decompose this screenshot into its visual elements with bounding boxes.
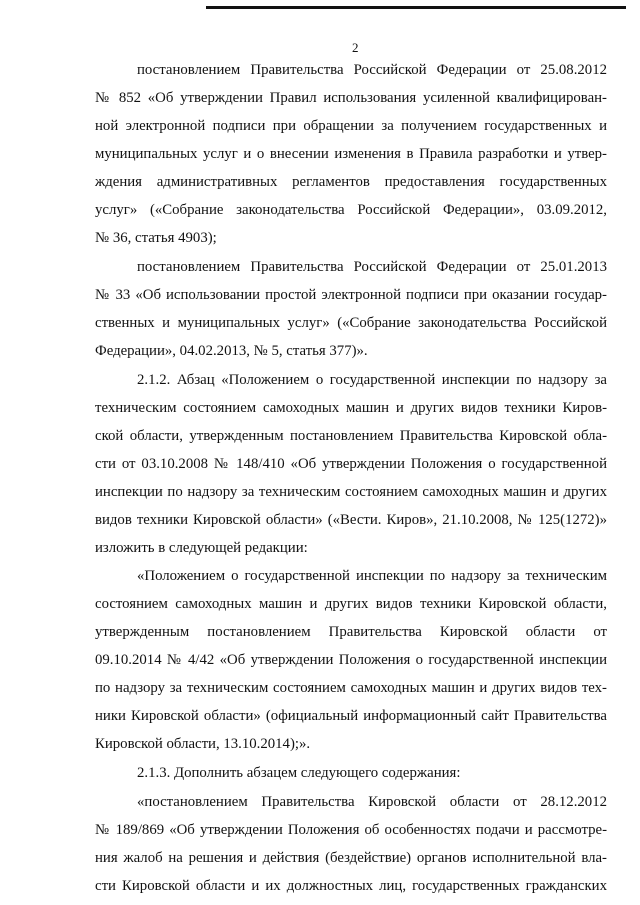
text-line: 2.1.2. Абзац «Положением о государственной инспекции по надзору за: [137, 372, 607, 388]
text-line: «Положением о государственной инспекции по надзору за техническим: [137, 568, 607, 584]
text-line: ния жалоб на решения и действия (бездействие) органов исполнительной вла-: [95, 850, 607, 866]
text-line: сти от 03.10.2008 № 148/410 «Об утверждении Положения о государственной: [95, 456, 607, 472]
text-line: № 852 «Об утверждении Правил использования усиленной квалифицирован-: [95, 90, 607, 106]
text-line: ственных и муниципальных услуг» («Собрание законодательства Российской: [95, 315, 607, 331]
text-line: ждения административных регламентов предоставления государственных: [95, 174, 607, 190]
text-line: ной электронной подписи при обращении за получением государственных и: [95, 118, 607, 134]
text-line: 09.10.2014 № 4/42 «Об утверждении Положения о государственной инспекции: [95, 652, 607, 668]
text-line: видов техники Кировской области» («Вести. Киров», 21.10.2008, № 125(1272)»: [95, 512, 607, 528]
text-line: постановлением Правительства Российской Федерации от 25.01.2013: [137, 259, 607, 275]
text-line: № 189/869 «Об утверждении Положения об особенностях подачи и рассмотре-: [95, 822, 607, 838]
text-line: «постановлением Правительства Кировской области от 28.12.2012: [137, 794, 607, 810]
text-line: инспекции по надзору за техническим состоянием самоходных машин и других: [95, 484, 607, 500]
text-line: № 33 «Об использовании простой электронной подписи при оказании государ-: [95, 287, 607, 303]
text-line: по надзору за техническим состоянием самоходных машин и других видов тех-: [95, 680, 607, 696]
text-line: изложить в следующей редакции:: [95, 540, 308, 556]
page-number: 2: [352, 40, 359, 55]
text-line: постановлением Правительства Российской Федерации от 25.08.2012: [137, 62, 607, 78]
text-line: 2.1.3. Дополнить абзацем следующего содержания:: [137, 765, 461, 781]
text-line: состоянием самоходных машин и других видов техники Кировской области,: [95, 596, 607, 612]
text-line: муниципальных услуг и о внесении изменения в Правила разработки и утвер-: [95, 146, 607, 162]
top-border-line: [206, 6, 626, 9]
text-line: техническим состоянием самоходных машин и других видов техники Киров-: [95, 400, 607, 416]
text-line: ской области, утвержденным постановлением Правительства Кировской обла-: [95, 428, 607, 444]
text-line: № 36, статья 4903);: [95, 230, 217, 246]
text-line: услуг» («Собрание законодательства Российской Федерации», 03.09.2012,: [95, 202, 607, 218]
text-line: утвержденным постановлением Правительства Кировской области от: [95, 624, 607, 640]
text-line: Федерации», 04.02.2013, № 5, статья 377)».: [95, 343, 368, 359]
text-line: сти Кировской области и их должностных лиц, государственных гражданских: [95, 878, 607, 894]
text-line: ники Кировской области» (официальный информационный сайт Правительства: [95, 708, 607, 724]
text-line: Кировской области, 13.10.2014);».: [95, 736, 311, 752]
